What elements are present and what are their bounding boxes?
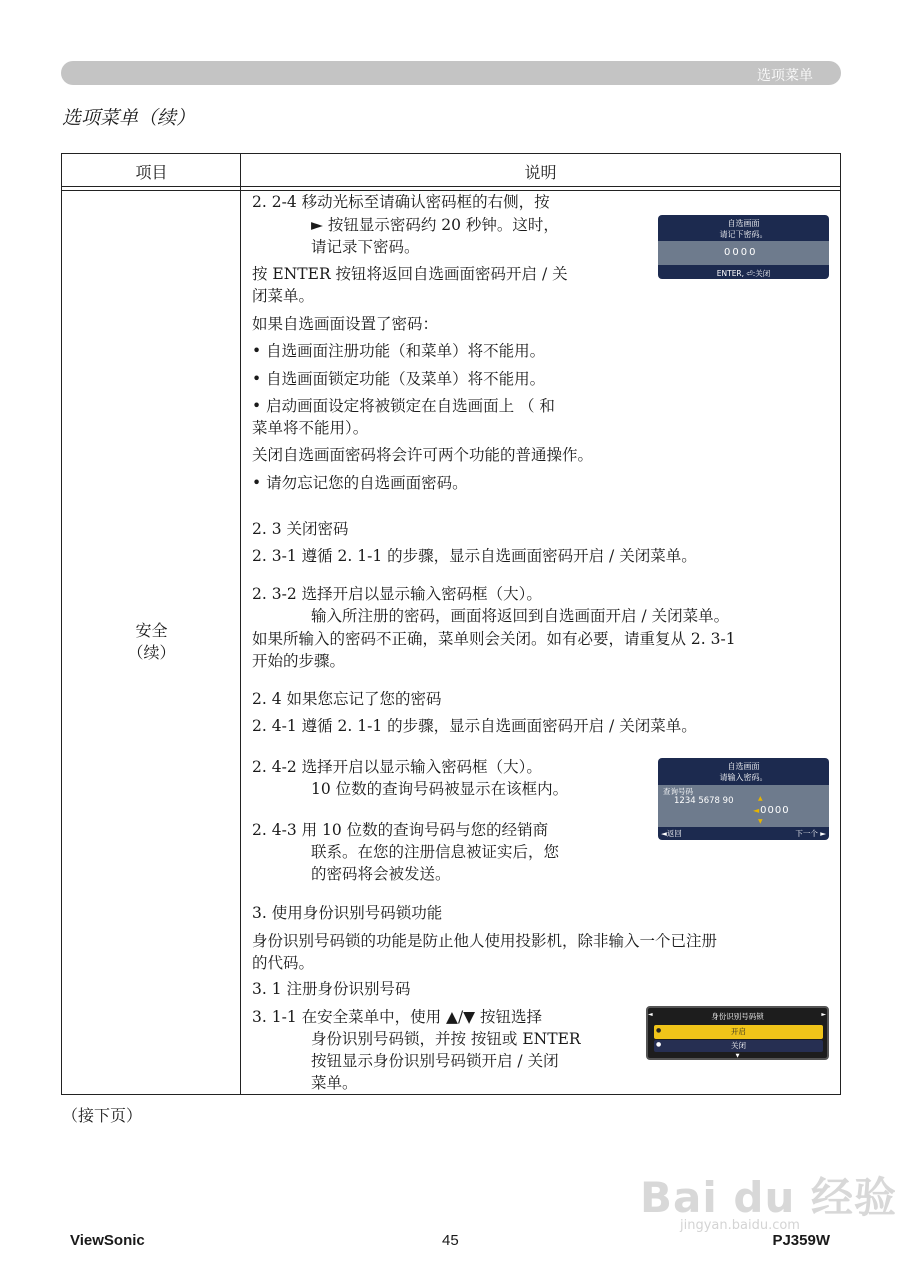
desc-line: • 请勿忘记您的自选画面密码。 xyxy=(252,474,468,492)
settings-table xyxy=(61,153,841,1095)
desc-line: 联系。在您的注册信息被证实后，您 xyxy=(311,843,560,861)
osd-enter-password xyxy=(658,758,829,840)
desc-line: 身份识别号码锁，并按 按钮或 ENTER xyxy=(311,1030,581,1048)
item-continued: （续） xyxy=(127,643,176,662)
osd-query-label: 查询号码 xyxy=(663,787,693,796)
desc-line: 按钮显示身份识别号码锁开启 / 关闭 xyxy=(311,1052,559,1070)
unselected-dot-icon: ● xyxy=(656,1041,662,1048)
osd-query-number: 1234 5678 90 xyxy=(674,796,734,806)
desc-line: 2. 2-4 移动光标至请确认密码框的右侧，按 xyxy=(252,193,550,211)
desc-line: 菜单。 xyxy=(311,1074,358,1092)
desc-line: 2. 4-1 遵循 2. 1-1 的步骤，显示自选画面密码开启 / 关闭菜单。 xyxy=(252,717,697,735)
header-divider xyxy=(62,187,840,191)
section-header-bar xyxy=(61,61,841,85)
watermark-url: jingyan.baidu.com xyxy=(680,1218,800,1233)
page-number: 45 xyxy=(442,1232,459,1249)
desc-line: 如果所输入的密码不正确，菜单则会关闭。如有必要，请重复从 2. 3-1 xyxy=(252,630,736,648)
table-header xyxy=(62,154,840,187)
osd-entry-area xyxy=(658,785,829,827)
watermark-logo: Bai du 经验 xyxy=(640,1173,897,1222)
desc-line: 2. 4-3 用 10 位数的查询号码与您的经销商 xyxy=(252,821,549,839)
osd-title: 自选画面 xyxy=(727,762,760,771)
desc-line: • 自选画面锁定功能（及菜单）将不能用。 xyxy=(252,370,546,388)
osd-pin-lock-menu xyxy=(646,1006,829,1060)
desc-line: 2. 3-1 遵循 2. 1-1 的步骤，显示自选画面密码开启 / 关闭菜单。 xyxy=(252,547,697,565)
left-arrow-icon: ◄ xyxy=(753,806,761,815)
desc-line: 3. 1 注册身份识别号码 xyxy=(252,980,411,998)
footer-brand: ViewSonic xyxy=(70,1232,145,1249)
up-arrow-icon: ▲ xyxy=(758,795,763,802)
desc-line: 身份识别号码锁的功能是防止他人使用投影机，除非输入一个已注册 xyxy=(252,932,718,950)
desc-line: • 自选画面注册功能（和菜单）将不能用。 xyxy=(252,342,546,360)
desc-line: 的密码将会被发送。 xyxy=(311,865,451,883)
desc-line: 按 ENTER 按钮将返回自选画面密码开启 / 关 xyxy=(252,265,568,283)
column-header-description: 说明 xyxy=(524,163,557,182)
osd-back-button[interactable]: ◄返回 xyxy=(661,829,682,838)
osd-code-area xyxy=(658,241,829,265)
continued-note: （接下页） xyxy=(62,1106,143,1125)
desc-line: 2. 4 如果您忘记了您的密码 xyxy=(252,690,442,708)
footer-model: PJ359W xyxy=(772,1232,830,1249)
item-name-cell xyxy=(62,620,241,664)
osd-next-button[interactable]: 下一个 ► xyxy=(795,829,826,838)
desc-line: 输入所注册的密码，画面将返回到自选画面开启 / 关闭菜单。 xyxy=(311,607,730,625)
desc-line: 的代码。 xyxy=(252,954,315,972)
page-title: 选项菜单（续） xyxy=(62,107,196,129)
osd-option-off[interactable]: 关闭 xyxy=(654,1040,823,1052)
right-arrow-icon: ► xyxy=(821,1011,826,1018)
desc-line: 请记录下密码。 xyxy=(311,238,420,256)
down-arrow-icon: ▼ xyxy=(758,818,763,825)
section-header-label: 选项菜单 xyxy=(757,68,813,84)
desc-line: 菜单将不能用）。 xyxy=(252,419,369,437)
desc-line: 如果自选画面设置了密码： xyxy=(252,315,439,333)
desc-line: 3. 使用身份识别号码锁功能 xyxy=(252,904,443,922)
osd-option-on[interactable]: 开启 xyxy=(654,1025,823,1039)
desc-line: 2. 3-2 选择开启以显示输入密码框（大）。 xyxy=(252,585,542,603)
osd-pin-value: 0000 xyxy=(760,805,790,816)
left-arrow-icon: ◄ xyxy=(648,1011,653,1018)
osd-footer: ENTER, ⏎:关闭 xyxy=(716,269,771,278)
desc-line: ► 按钮显示密码约 20 秒钟。这时， xyxy=(311,216,559,234)
osd-password-code: 0000 xyxy=(724,247,758,258)
desc-line: 2. 4-2 选择开启以显示输入密码框（大）。 xyxy=(252,758,542,776)
column-header-item: 项目 xyxy=(135,163,168,182)
selected-dot-icon: ● xyxy=(656,1027,662,1034)
desc-line: 3. 1-1 在安全菜单中，使用 ▲/▼ 按钮选择 xyxy=(252,1008,543,1026)
desc-line: 关闭自选画面密码将会许可两个功能的普通操作。 xyxy=(252,446,594,464)
osd-subtitle: 请记下密码。 xyxy=(719,230,768,239)
desc-line: 2. 3 关闭密码 xyxy=(252,520,349,538)
osd-record-password xyxy=(658,215,829,279)
desc-line: 10 位数的查询号码被显示在该框内。 xyxy=(311,780,569,798)
item-name: 安全 xyxy=(135,621,168,640)
osd-title: 身份识别号码锁 xyxy=(711,1012,764,1021)
down-arrow-icon: ▼ xyxy=(735,1053,740,1059)
osd-pin-field[interactable] xyxy=(753,805,790,816)
osd-subtitle: 请输入密码。 xyxy=(719,773,768,782)
desc-line: • 启动画面设定将被锁定在自选画面上 （ 和 xyxy=(252,397,555,415)
desc-line: 闭菜单。 xyxy=(252,287,315,305)
osd-title: 自选画面 xyxy=(727,219,760,228)
desc-line: 开始的步骤。 xyxy=(252,652,346,670)
